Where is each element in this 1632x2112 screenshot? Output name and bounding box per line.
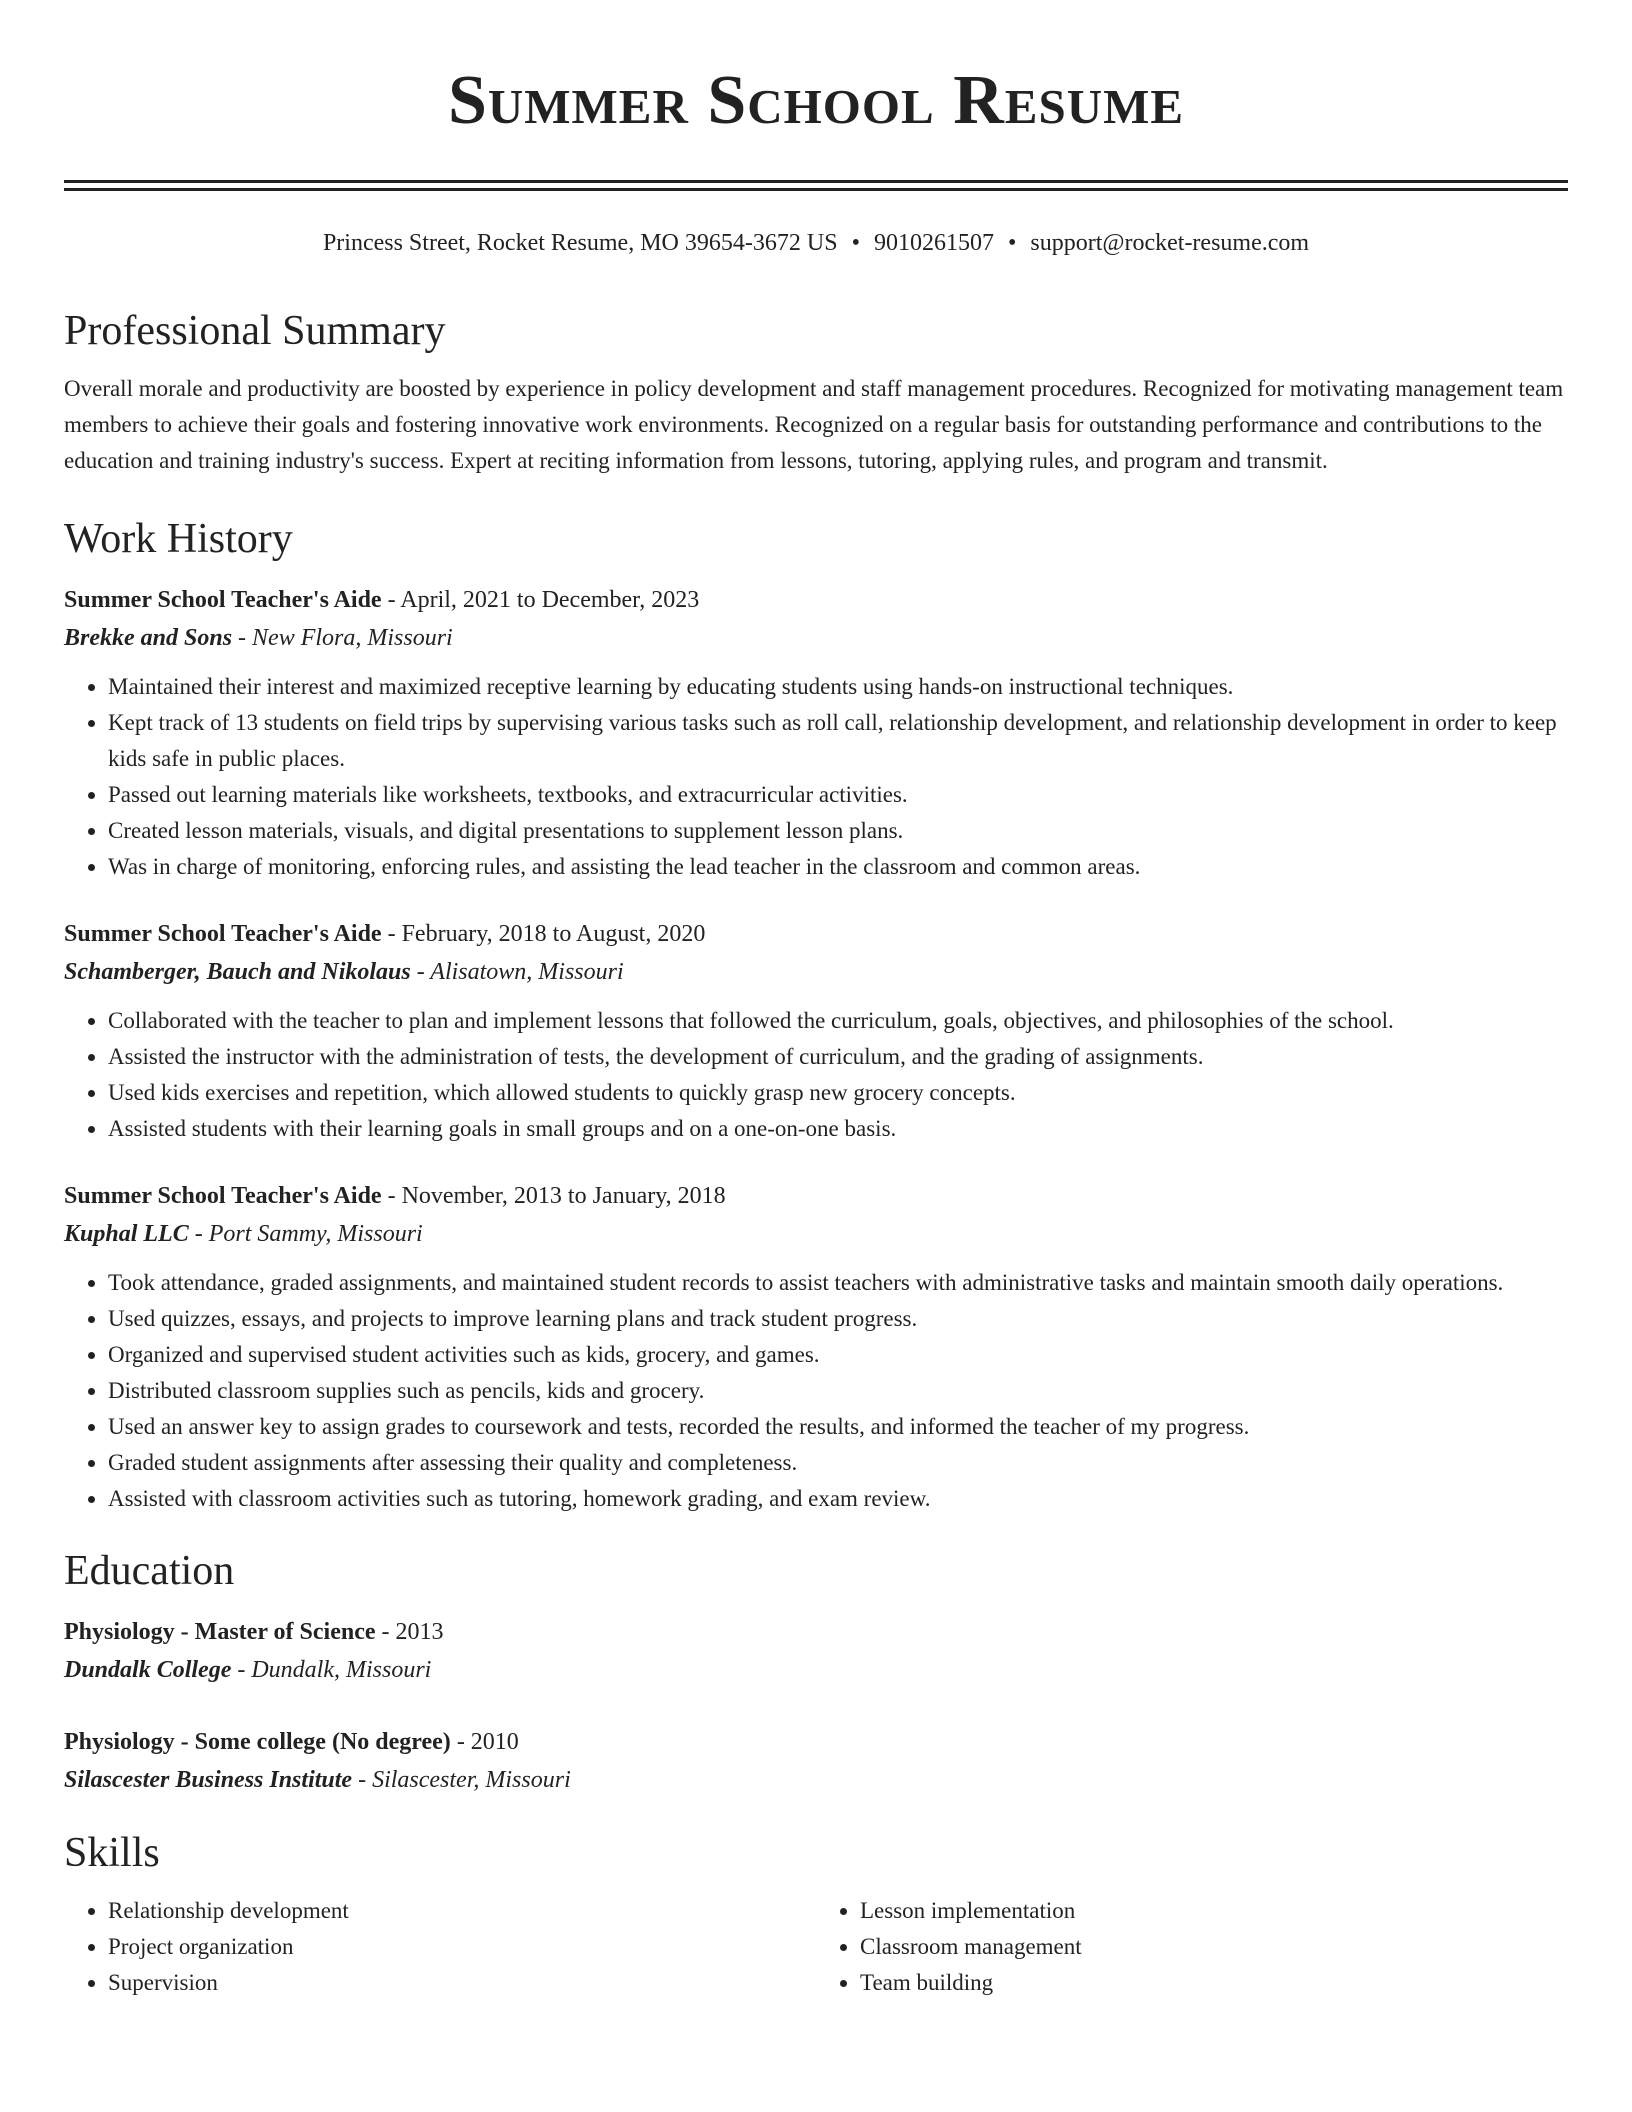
contact-email: support@rocket-resume.com [1030, 230, 1310, 256]
job-duty: • Graded student assignments after assessing their quality and completeness. [108, 1445, 1568, 1481]
education-school: Silascester Business Institute [64, 1767, 353, 1793]
skill-item: • Supervision [108, 1965, 816, 2001]
skill-item: • Team building [860, 1965, 1568, 2001]
job-duty: • Organized and supervised student activities such as kids, grocery, and games. [108, 1337, 1568, 1373]
job-location: - New Flora, Missouri [232, 625, 453, 651]
job-location: - Port Sammy, Missouri [188, 1221, 423, 1247]
education-location: - Silascester, Missouri [352, 1767, 571, 1793]
education-entry-1 [64, 1613, 1568, 1689]
job-location: - Alisatown, Missouri [410, 959, 624, 985]
education-header [64, 1613, 1568, 1651]
job-header [64, 1177, 1568, 1215]
skill-item: • Relationship development [108, 1893, 816, 1929]
education-year: - 2010 [450, 1729, 519, 1755]
skills-grid [64, 1893, 1568, 2001]
job-header [64, 581, 1568, 619]
job-duty: • Used quizzes, essays, and projects to improve learning plans and track student progress. [108, 1301, 1568, 1337]
job-duty: • Took attendance, graded assignments, and maintained student records to assist teachers with administrative tasks and maintain smooth daily operations. [108, 1265, 1568, 1301]
job-role: Summer School Teacher's Aide [64, 587, 382, 613]
education-degree: Physiology - Some college (No degree) [64, 1729, 451, 1755]
job-duties [64, 1003, 1568, 1147]
skill-item: • Project organization [108, 1929, 816, 1965]
education-heading: Education [64, 1548, 235, 1594]
education-institution [64, 1651, 1568, 1689]
job-role: Summer School Teacher's Aide [64, 921, 382, 947]
job-duty: • Assisted students with their learning goals in small groups and on a one-on-one basis. [108, 1111, 1568, 1147]
job-duty: • Used kids exercises and repetition, which allowed students to quickly grasp new grocery concepts. [108, 1075, 1568, 1111]
job-dates: - November, 2013 to January, 2018 [381, 1183, 726, 1209]
job-duty: • Distributed classroom supplies such as pencils, kids and grocery. [108, 1373, 1568, 1409]
education-header [64, 1723, 1568, 1761]
job-duties [64, 669, 1568, 885]
job-entry-3 [64, 1177, 1568, 1517]
job-duty: • Collaborated with the teacher to plan and implement lessons that followed the curriculum, goals, objectives, and philosophies of the school. [108, 1003, 1568, 1039]
education-school: Dundalk College [64, 1657, 232, 1683]
job-duty: • Assisted the instructor with the administration of tests, the development of curriculum, and the grading of assignments. [108, 1039, 1568, 1075]
job-duty: • Created lesson materials, visuals, and digital presentations to supplement lesson plans. [108, 813, 1568, 849]
job-role: Summer School Teacher's Aide [64, 1183, 382, 1209]
contact-separator: • [851, 230, 860, 256]
summary-heading: Professional Summary [64, 308, 446, 354]
resume-title: Summer School Resume [447, 62, 1185, 139]
summary-text: Overall morale and productivity are boosted by experience in policy development and staff management procedures. Recognized for motivating management team members to achieve their goals and fostering innovative work environments. Recognized on a regular basis for outstanding performance and contributions to the education and training industry's success. Expert at reciting information from lessons, tutoring, applying rules, and program and transmit. [64, 376, 1564, 473]
job-company: Kuphal LLC [64, 1221, 189, 1247]
contact-line [64, 227, 1568, 259]
skills-column-left [64, 1893, 816, 2001]
job-duty: • Used an answer key to assign grades to coursework and tests, recorded the results, and informed the teacher of my progress. [108, 1409, 1568, 1445]
job-duties [64, 1265, 1568, 1517]
work-history-heading: Work History [64, 516, 293, 562]
education-institution [64, 1761, 1568, 1799]
job-duty: • Passed out learning materials like worksheets, textbooks, and extracurricular activities. [108, 777, 1568, 813]
job-dates: - February, 2018 to August, 2020 [381, 921, 706, 947]
job-entry-1 [64, 581, 1568, 885]
job-header [64, 915, 1568, 953]
skills-heading: Skills [64, 1830, 160, 1876]
job-company: Brekke and Sons [64, 625, 233, 651]
job-company: Schamberger, Bauch and Nikolaus [64, 959, 411, 985]
skills-column-right [816, 1893, 1568, 2001]
job-duty: • Assisted with classroom activities such as tutoring, homework grading, and exam review. [108, 1481, 1568, 1517]
job-employer [64, 619, 1568, 657]
contact-separator: • [1007, 230, 1017, 256]
job-dates: - April, 2021 to December, 2023 [381, 587, 700, 613]
education-entry-2 [64, 1723, 1568, 1799]
job-duty: • Maintained their interest and maximized receptive learning by educating students using hands-on instructional techniques. [108, 669, 1568, 705]
education-year: - 2013 [375, 1619, 444, 1645]
skill-item: • Classroom management [860, 1929, 1568, 1965]
contact-phone: 9010261507 [873, 230, 994, 256]
job-employer [64, 1215, 1568, 1253]
education-location: - Dundalk, Missouri [231, 1657, 432, 1683]
job-entry-2 [64, 915, 1568, 1147]
education-degree: Physiology - Master of Science [64, 1619, 376, 1645]
title-divider [64, 180, 1568, 191]
skill-item: • Lesson implementation [860, 1893, 1568, 1929]
job-employer [64, 953, 1568, 991]
job-duty: • Was in charge of monitoring, enforcing rules, and assisting the lead teacher in the classroom and common areas. [108, 849, 1568, 885]
job-duty: • Kept track of 13 students on field trips by supervising various tasks such as roll call, relationship development, and relationship development in order to keep kids safe in public places. [108, 705, 1568, 777]
contact-address: Princess Street, Rocket Resume, MO 39654-3672 US [322, 230, 838, 256]
